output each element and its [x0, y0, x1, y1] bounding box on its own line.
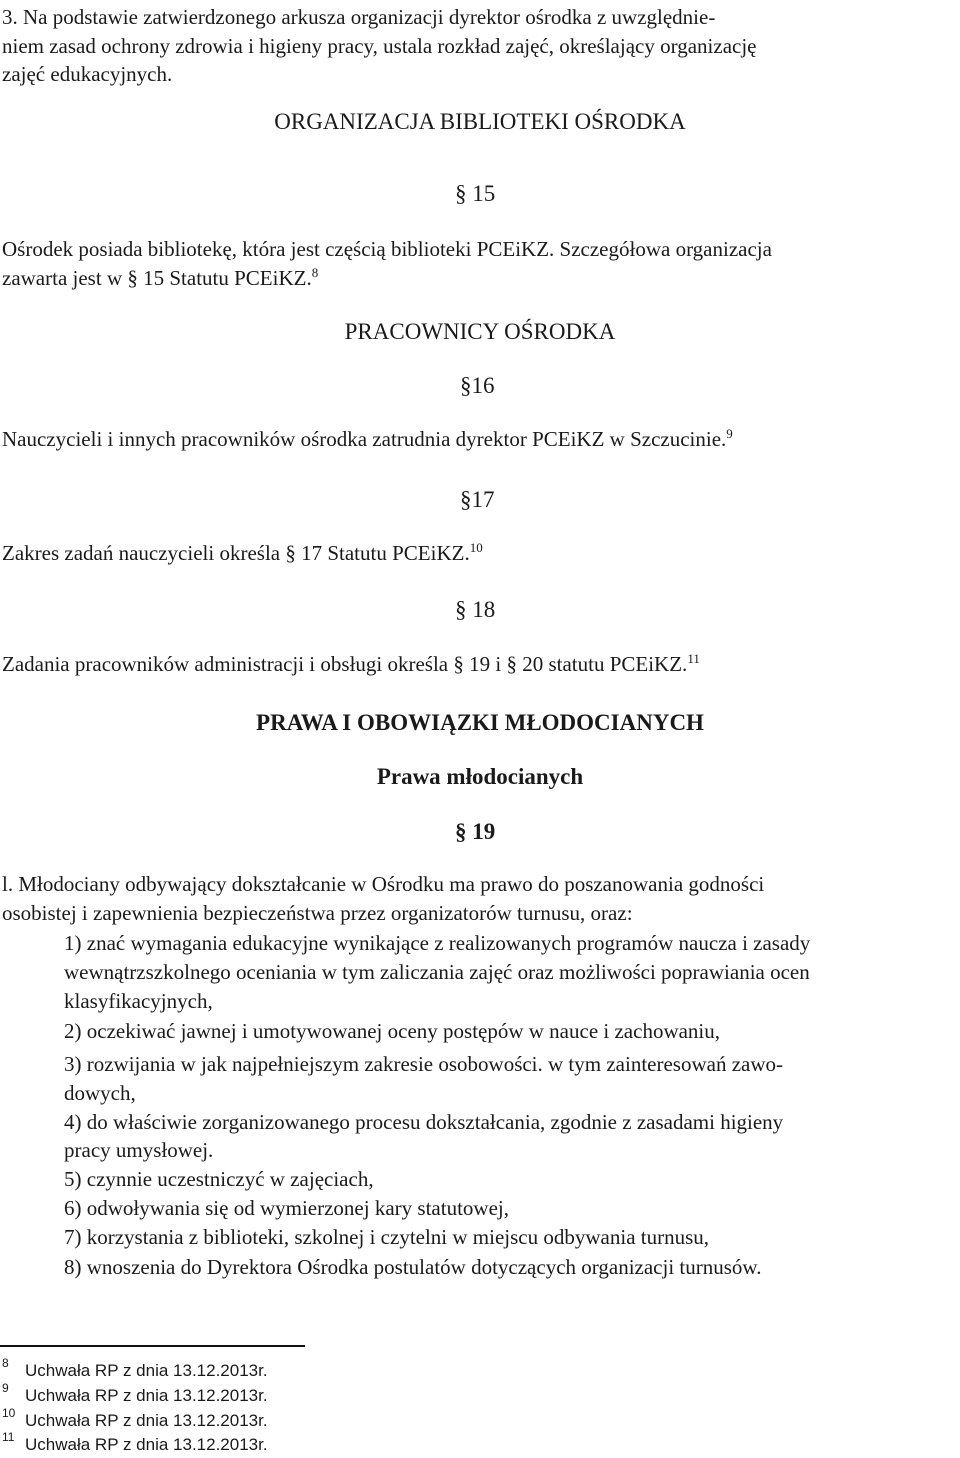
footnote-text: Uchwała RP z dnia 13.12.2013r. [25, 1361, 268, 1380]
rights-intro-line1: l. Młodociany odbywający dokształcanie w Ośrodku ma prawo do poszanowania godności [2, 872, 765, 896]
footnote-number: 10 [2, 1406, 16, 1420]
staff-heading: PRACOWNICY OŚRODKA [344, 319, 616, 344]
para3-line3: zajęć edukacyjnych. [2, 62, 173, 86]
section-17-text: Zakres zadań nauczycieli określa § 17 Statutu PCEiKZ.$^{10}$ [2, 540, 483, 565]
rights-item-1-line3: klasyfikacyjnych, [64, 989, 213, 1013]
footnote-number: 9 [2, 1381, 9, 1395]
footnote-text: Uchwała RP z dnia 13.12.2013r. [25, 1435, 268, 1454]
section-number-16: §16 [460, 373, 495, 398]
section-number-18: § 18 [455, 597, 496, 622]
library-text-line1: Ośrodek posiada bibliotekę, która jest częścią biblioteki PCEiKZ. Szczegółowa organizacja [2, 237, 772, 261]
rights-heading: PRAWA I OBOWIĄZKI MŁODOCIANYCH [256, 710, 704, 735]
rights-item-3-line1: 3) rozwijania w jak najpełniejszym zakresie osobowości. w tym zainteresowań zawo- [64, 1052, 784, 1076]
footnote-11 [2, 1430, 268, 1457]
library-text-line2: zawarta jest w § 15 Statutu PCEiKZ.$^8$ [2, 265, 319, 290]
section-18-text: Zadania pracowników administracji i obsługi określa § 19 i § 20 statutu PCEiKZ.$^{11}$ [2, 651, 700, 676]
library-heading: ORGANIZACJA BIBLIOTEKI OŚRODKA [274, 109, 686, 134]
footnote-ref-10[interactable]: 10 [469, 540, 483, 555]
para3-line2: niem zasad ochrony zdrowia i higieny pracy, ustala rozkład zajęć, określający organizację [2, 34, 757, 58]
rights-item-7: 7) korzystania z biblioteki, szkolnej i czytelni w miejscu odbywania turnusu, [64, 1225, 710, 1249]
section-number-17: §17 [460, 487, 495, 512]
rights-item-2: 2) oczekiwać jawnej i umotywowanej oceny postępów w nauce i zachowaniu, [64, 1019, 721, 1043]
footnote-number: 11 [2, 1430, 15, 1444]
section-number-19: § 19 [455, 819, 496, 844]
footnote-number: 8 [2, 1356, 9, 1370]
footnote-9 [2, 1381, 268, 1408]
footnote-ref-11[interactable]: 11 [687, 651, 700, 666]
footnote-ref-9[interactable]: 9 [726, 426, 733, 441]
rights-item-5: 5) czynnie uczestniczyć w zajęciach, [64, 1167, 374, 1191]
rights-item-6: 6) odwoływania się od wymierzonej kary statutowej, [64, 1196, 509, 1220]
footnote-separator [0, 1345, 305, 1347]
rights-subheading: Prawa młodocianych [376, 764, 584, 789]
rights-item-4-line2: pracy umysłowej. [64, 1138, 214, 1162]
rights-item-1-line2: wewnątrzszkolnego oceniania w tym zaliczania zajęć oraz możliwości poprawiania ocen [64, 960, 810, 984]
para3-line1: 3. Na podstawie zatwierdzonego arkusza organizacji dyrektor ośrodka z uwzględnie- [2, 5, 716, 29]
rights-item-1-line1: 1) znać wymagania edukacyjne wynikające z realizowanych programów naucza i zasady [64, 931, 811, 955]
footnote-ref-8[interactable]: 8 [311, 265, 319, 280]
section-number-15: § 15 [455, 181, 496, 206]
rights-intro-line2: osobistej i zapewnienia bezpieczeństwa przez organizatorów turnusu, oraz: [2, 901, 633, 925]
footnote-text: Uchwała RP z dnia 13.12.2013r. [25, 1386, 268, 1405]
section-16-text: Nauczycieli i innych pracowników ośrodka zatrudnia dyrektor PCEiKZ w Szczucinie.$^9$ [2, 426, 733, 451]
rights-item-3-line2: dowych, [64, 1081, 136, 1105]
footnote-text: Uchwała RP z dnia 13.12.2013r. [25, 1411, 268, 1430]
rights-item-8: 8) wnoszenia do Dyrektora Ośrodka postulatów dotyczących organizacji turnusów. [64, 1255, 762, 1279]
rights-item-4-line1: 4) do właściwie zorganizowanego procesu dokształcania, zgodnie z zasadami higieny [64, 1110, 784, 1134]
footnote-8 [2, 1356, 268, 1383]
